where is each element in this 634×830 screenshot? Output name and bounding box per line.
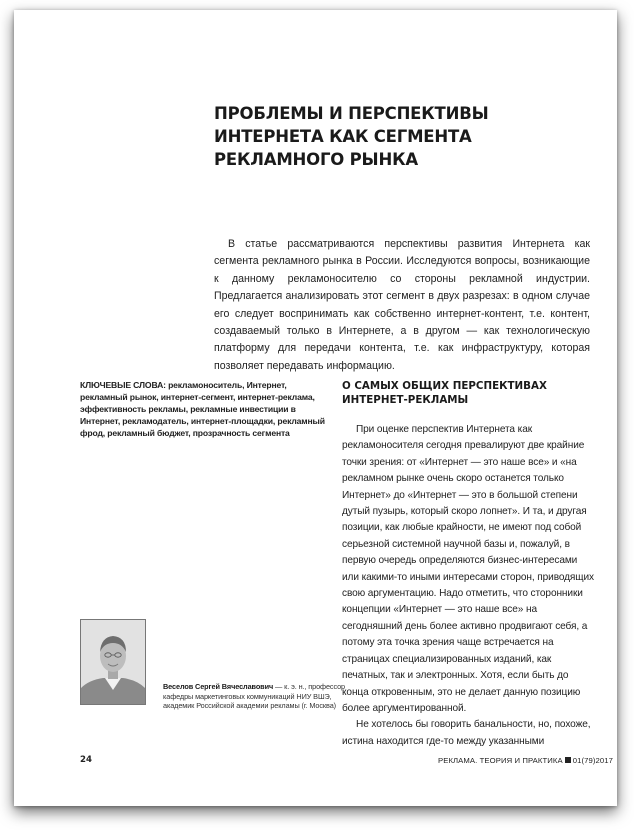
author-portrait-icon xyxy=(80,619,146,705)
article-abstract: В статье рассматриваются перспективы развития Интернета как сегмента рекламного рынка в России. Исследуются вопросы, возникающие к данному рекламоносителю со стороны рекламной индустрии. Предлагается анализировать этот сегмент в двух разрезах: в одном случае его следует воспринимать как собственно интернет-контент, т.е. контент, создаваемый только в Интернете, а в другом — как технологическую платформу для передачи контента, т.е. как инфраструктуру, которая позволяет передавать информацию. xyxy=(214,238,590,372)
author-name: Веселов Сергей Вячеславович xyxy=(163,682,274,691)
keywords: КЛЮЧЕВЫЕ СЛОВА: рекламоноситель, Интернет, рекламный рынок, интернет-сегмент, интернет-реклама, эффективность рекламы, рекламные инвестиции в Интернет, рекламодатель, интернет-площадки, рекламный фрод, рекламный бюджет, прозрачность сегмента xyxy=(80,380,325,438)
journal-footer xyxy=(438,756,613,765)
author-info xyxy=(163,682,355,711)
section-heading: О САМЫХ ОБЩИХ ПЕРСПЕКТИВАХ ИНТЕРНЕТ-РЕКЛАМЫ xyxy=(342,380,547,406)
journal-page xyxy=(14,10,617,806)
section-body xyxy=(342,422,594,750)
journal-name: РЕКЛАМА. ТЕОРИЯ И ПРАКТИКА xyxy=(438,756,563,765)
body-paragraph-2: Не хотелось бы говорить банальности, но, похоже, истина находится где-то между указанными xyxy=(342,719,591,747)
article-title: ПРОБЛЕМЫ И ПЕРСПЕКТИВЫ ИНТЕРНЕТА КАК СЕГМЕНТА РЕКЛАМНОГО РЫНКА xyxy=(214,104,489,169)
body-paragraph-1: При оценке перспектив Интернета как рекламоносителя сегодня превалируют две крайние точки зрения: от «Интернет — это наше все» и «на рекламном рынке очень скоро останется только Интернет» до «Интернет — это в большой степени дутый пузырь, который скоро лопнет». И та, и другая позиции, как любые крайности, не имеют под собой серьезной системной научной базы и, пожалуй, в первую очередь определяются бизнес-интересами или какими-то иными интересами сторон, приводящих свою аргументацию. Надо отметить, что сторонники концепции «Интернет — это наше все» на сегодняшний день более активно продвигают себя, а потому эта точка зрения чаще встречается на страницах специализированных изданий, как печатных, так и электронных. Хотя, если быть до конца откровенным, это не делает данную позицию более аргументированной. xyxy=(342,424,594,714)
author-details: — к. э. н., профессор кафедры маркетинговых коммуникаций НИУ ВШЭ, академик Российской академии рекламы (г. Москва) xyxy=(163,682,346,711)
page-number: 24 xyxy=(80,755,92,765)
square-bullet-icon xyxy=(565,757,571,763)
journal-issue: 01(79)2017 xyxy=(572,756,614,765)
portrait-image xyxy=(81,620,145,704)
